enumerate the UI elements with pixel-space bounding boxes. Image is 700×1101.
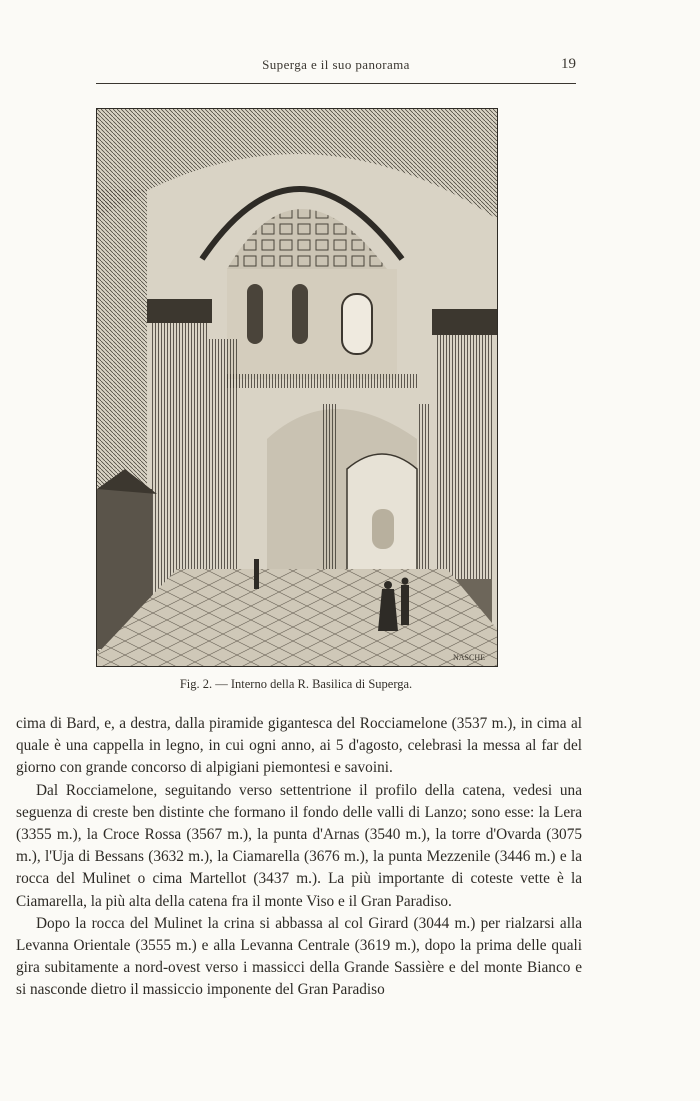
figure-caption: Fig. 2. — Interno della R. Basilica di Superga. [179,677,413,691]
engraving-basilica-interior [96,108,498,667]
paragraph: Dopo la rocca del Mulinet la crina si abbassa al col Girard (3044 m.) per rialzarsi alla Levanna Orientale (3555 m.) e alla Levanna Centrale (3619 m.), dopo la prima delle quali gira subitamente a nord-ovest verso i massicci della Grande Sassière e del monte Bianco e si nasconde dietro il massiccio imponente del Gran Paradiso [16,914,582,999]
header-rule [96,83,576,84]
page-number: 19 [561,56,576,72]
paragraph: Dal Rocciamelone, seguitando verso settentrione il profilo della catena, vedesi una seguenza di creste ben distinte che formano il fondo delle valli di Lanzo; sono esse: la Lera (3355 m.), la Croce Rossa (3567 m.), la punta d'Arnas (3540 m.), la torre d'Ovarda (3075 m.), l'Uja di Bessans (3632 m.), la Ciamarella (3676 m.), la punta Mezzenile (3446 m.) e la rocca del Mulinet o cima Martellot (3437 m.). La più importante di coteste vette è la Ciamarella, la più alta della catena fra il monte Viso e il Gran Paradiso. [16,781,582,910]
engraver-signature: NASCHE [452,653,485,662]
paragraph: cima di Bard, e, a destra, dalla piramide gigantesca del Rocciamelone (3537 m.), in cima al quale è una cappella in legno, in cui ogni anno, ai 5 d'agosto, celebrasi la messa al far del giorno con grande concorso di alpigiani piemontesi e savoini. [16,715,582,777]
body-text [16,713,582,1002]
running-title: Superga e il suo panorama [262,57,410,72]
page-header [96,57,576,81]
